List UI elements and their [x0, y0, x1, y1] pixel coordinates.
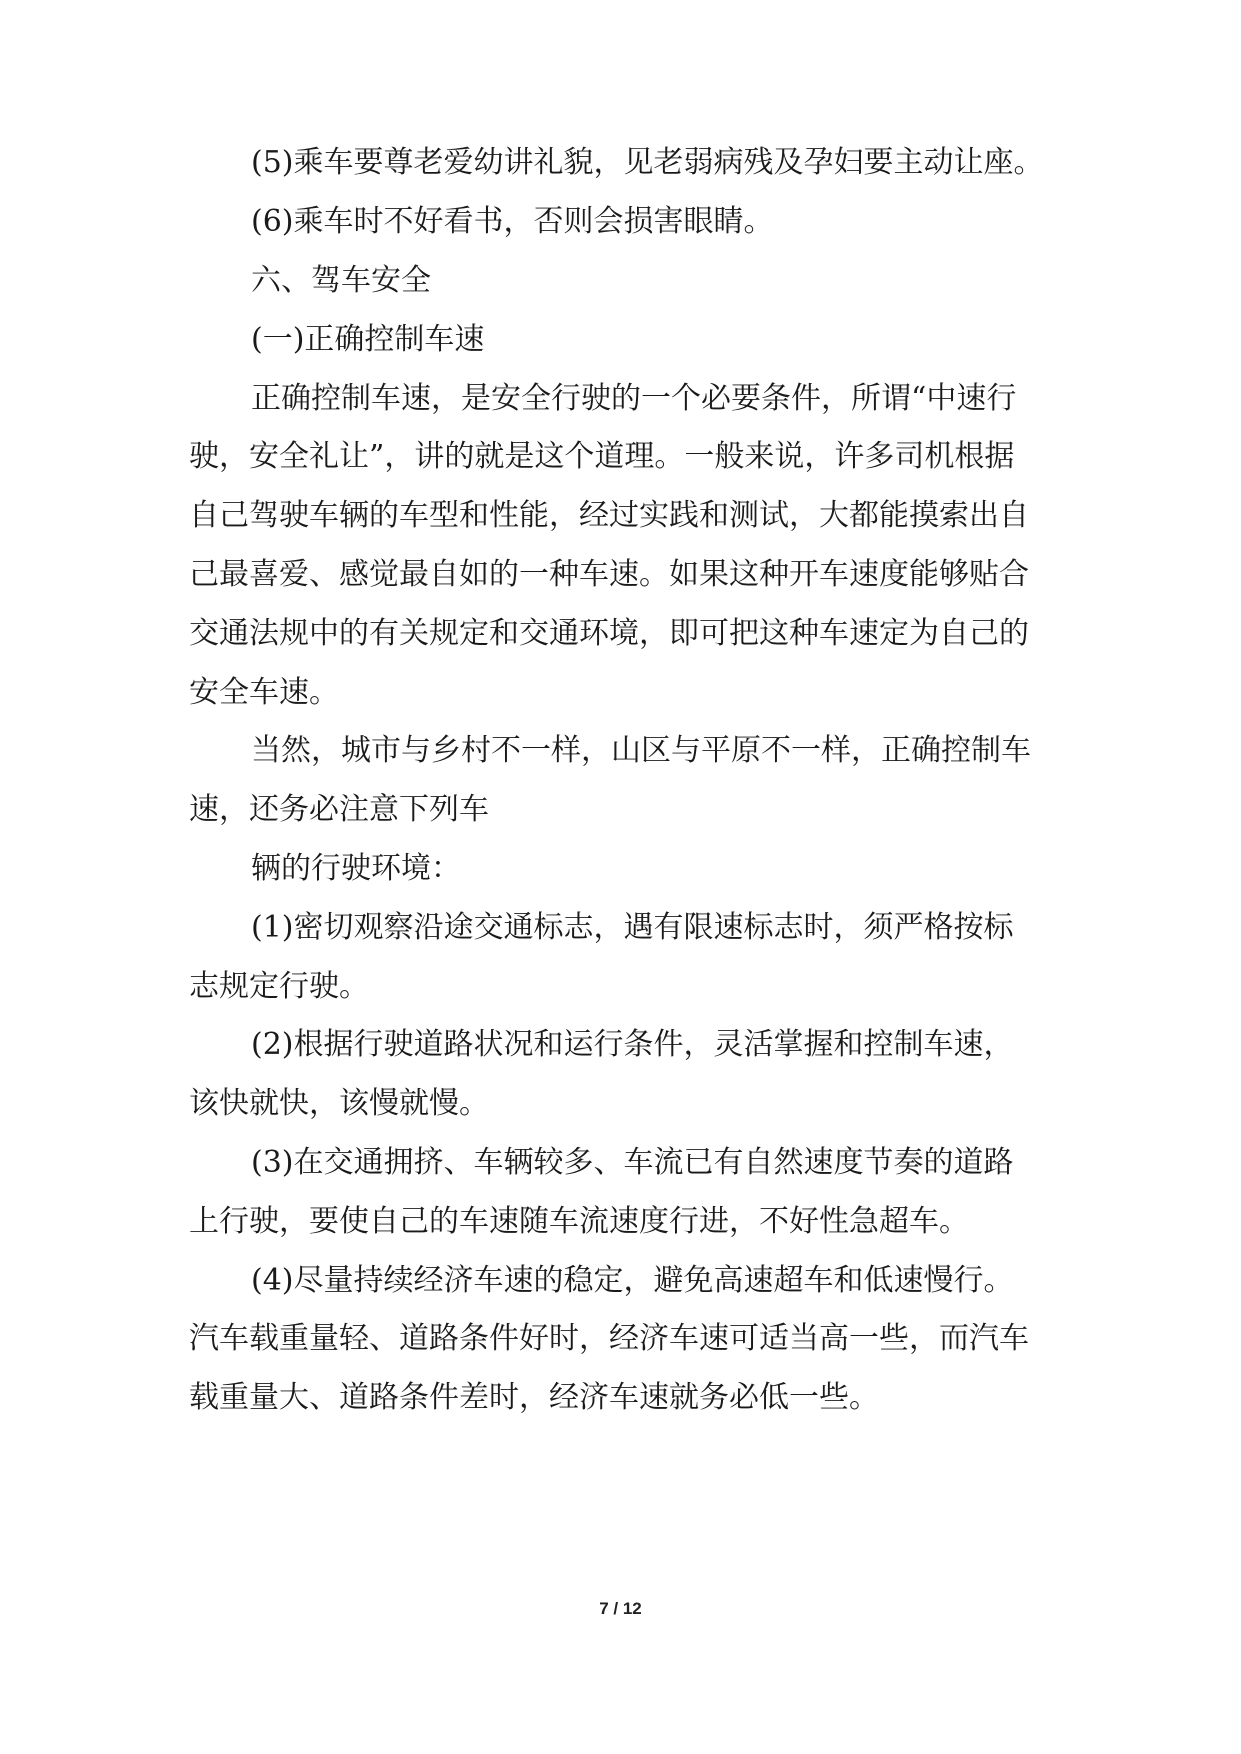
- section-heading: 六、驾车安全: [251, 263, 431, 298]
- text-line: 交通法规中的有关规定和交通环境，即可把这种车速定为自己的: [189, 616, 1029, 651]
- text-line: 汽车载重量轻、道路条件好时，经济车速可适当高一些，而汽车: [189, 1321, 1029, 1356]
- text-line: (2)根据行驶道路状况和运行条件，灵活掌握和控制车速，: [251, 1027, 1014, 1062]
- text-line: (5)乘车要尊老爱幼讲礼貌，见老弱病残及孕妇要主动让座。: [251, 145, 1044, 180]
- text-line: 己最喜爱、感觉最自如的一种车速。如果这种开车速度能够贴合: [189, 557, 1029, 592]
- text-line: (1)密切观察沿途交通标志，遇有限速标志时，须严格按标: [251, 910, 1014, 945]
- text-line: (3)在交通拥挤、车辆较多、车流已有自然速度节奏的道路: [251, 1145, 1014, 1180]
- text-line: 当然，城市与乡村不一样，山区与平原不一样，正确控制车: [251, 733, 1031, 768]
- text-line: 自己驾驶车辆的车型和性能，经过实践和测试，大都能摸索出自: [189, 498, 1029, 533]
- text-line: 该快就快，该慢就慢。: [189, 1086, 489, 1121]
- page-number: 7 / 12: [599, 1599, 642, 1618]
- text-line: 安全车速。: [189, 675, 339, 710]
- text-line: 志规定行驶。: [189, 969, 369, 1004]
- text-line: 速，还务必注意下列车: [189, 792, 489, 827]
- text-line: 上行驶，要使自己的车速随车流速度行进，不好性急超车。: [189, 1204, 969, 1239]
- text-line: 正确控制车速，是安全行驶的一个必要条件，所谓“中速行: [251, 381, 1017, 416]
- text-line: 驶，安全礼让”，讲的就是这个道理。一般来说，许多司机根据: [189, 439, 1015, 474]
- subsection-heading: (一)正确控制车速: [251, 322, 485, 357]
- text-line: (6)乘车时不好看书，否则会损害眼睛。: [251, 204, 774, 239]
- text-line: 载重量大、道路条件差时，经济车速就务必低一些。: [189, 1380, 879, 1415]
- text-line: 辆的行驶环境：: [251, 851, 461, 886]
- text-line: (4)尽量持续经济车速的稳定，避免高速超车和低速慢行。: [251, 1263, 1014, 1298]
